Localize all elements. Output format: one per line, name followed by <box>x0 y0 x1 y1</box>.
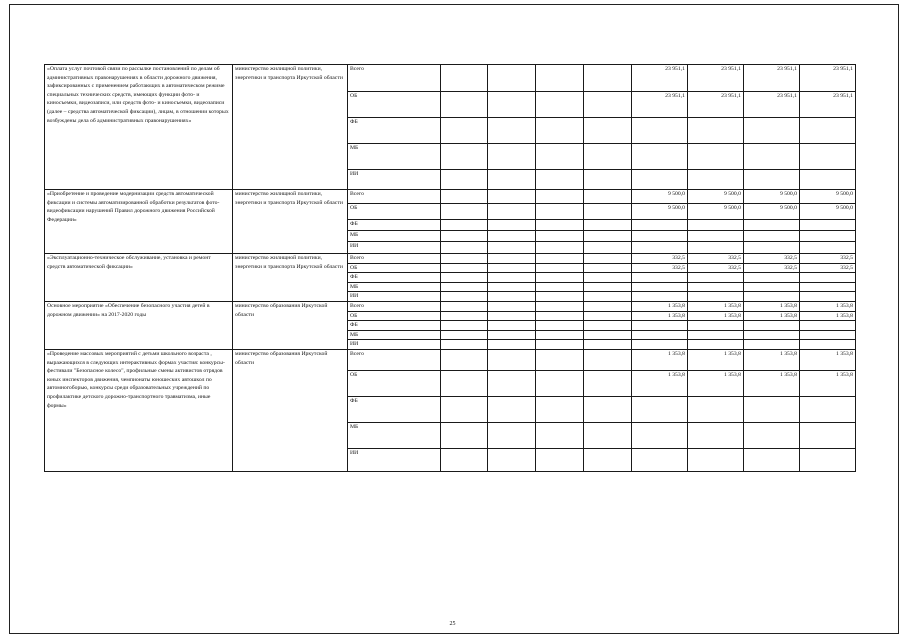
empty-cell <box>584 282 632 292</box>
funding-amount-cell: 23 951,1 <box>744 65 800 92</box>
empty-cell <box>632 330 688 340</box>
empty-cell <box>800 242 856 254</box>
empty-cell <box>584 370 632 396</box>
funding-source: ФБ <box>348 396 441 422</box>
empty-cell <box>632 396 688 422</box>
empty-cell <box>536 231 584 242</box>
empty-cell <box>536 301 584 311</box>
funding-amount-cell: 23 951,1 <box>632 65 688 92</box>
empty-cell <box>488 65 536 92</box>
empty-cell <box>488 321 536 331</box>
empty-cell <box>688 330 744 340</box>
empty-cell <box>441 292 488 302</box>
empty-cell <box>632 448 688 471</box>
funding-amount-cell: 1 353,8 <box>688 311 744 321</box>
empty-cell <box>584 242 632 254</box>
empty-cell <box>488 170 536 190</box>
funding-amount-cell: 23 951,1 <box>744 92 800 118</box>
empty-cell <box>584 301 632 311</box>
empty-cell <box>800 273 856 283</box>
empty-cell <box>800 118 856 144</box>
empty-cell <box>688 242 744 254</box>
empty-cell <box>441 231 488 242</box>
funding-amount-cell: 1 353,8 <box>800 311 856 321</box>
empty-cell <box>441 282 488 292</box>
table-row <box>45 349 856 370</box>
empty-cell <box>441 190 488 204</box>
empty-cell <box>632 340 688 350</box>
empty-cell <box>441 321 488 331</box>
empty-cell <box>441 340 488 350</box>
empty-cell <box>488 311 536 321</box>
funding-amount-cell: 1 353,8 <box>632 349 688 370</box>
funding-amount-cell: 9 500,0 <box>688 190 744 204</box>
empty-cell <box>536 254 584 264</box>
empty-cell <box>584 254 632 264</box>
funding-amount-cell: 9 500,0 <box>800 204 856 220</box>
empty-cell <box>536 311 584 321</box>
funding-source: ОБ <box>348 92 441 118</box>
empty-cell <box>441 370 488 396</box>
funding-amount-cell: 1 353,8 <box>688 301 744 311</box>
empty-cell <box>632 292 688 302</box>
empty-cell <box>441 220 488 231</box>
empty-cell <box>488 263 536 273</box>
empty-cell <box>441 170 488 190</box>
measure-description: «Приобретение и проведение модернизации средств автоматической фиксации и системы автоматизированной обработки результатов фото-видеофиксации нарушений Правил дорожного движения Российской Федерации» <box>45 190 233 254</box>
empty-cell <box>488 273 536 283</box>
empty-cell <box>584 422 632 448</box>
empty-cell <box>800 448 856 471</box>
empty-cell <box>584 190 632 204</box>
funding-source: ФБ <box>348 220 441 231</box>
funding-amount-cell: 9 500,0 <box>744 190 800 204</box>
empty-cell <box>688 282 744 292</box>
empty-cell <box>488 349 536 370</box>
funding-amount-cell: 1 353,8 <box>632 311 688 321</box>
funding-source: ОБ <box>348 263 441 273</box>
empty-cell <box>584 273 632 283</box>
empty-cell <box>744 282 800 292</box>
empty-cell <box>584 448 632 471</box>
empty-cell <box>441 349 488 370</box>
funding-source: ОБ <box>348 311 441 321</box>
empty-cell <box>584 311 632 321</box>
table-row <box>45 301 856 311</box>
funding-amount-cell: 23 951,1 <box>632 92 688 118</box>
empty-cell <box>744 396 800 422</box>
funding-source: МБ <box>348 144 441 170</box>
empty-cell <box>800 144 856 170</box>
empty-cell <box>688 220 744 231</box>
empty-cell <box>632 231 688 242</box>
funding-amount-cell: 1 353,8 <box>632 301 688 311</box>
funding-amount-cell: 23 951,1 <box>688 92 744 118</box>
funding-amount-cell: 9 500,0 <box>800 190 856 204</box>
funding-source: Всего <box>348 301 441 311</box>
funding-amount-cell: 9 500,0 <box>744 204 800 220</box>
empty-cell <box>744 231 800 242</box>
empty-cell <box>536 370 584 396</box>
empty-cell <box>441 301 488 311</box>
empty-cell <box>584 263 632 273</box>
empty-cell <box>800 340 856 350</box>
empty-cell <box>441 448 488 471</box>
empty-cell <box>632 220 688 231</box>
empty-cell <box>632 118 688 144</box>
empty-cell <box>744 292 800 302</box>
funding-amount-cell: 1 353,8 <box>688 349 744 370</box>
funding-amount-cell: 1 353,8 <box>744 311 800 321</box>
funding-amount-cell: 9 500,0 <box>688 204 744 220</box>
funding-source: МБ <box>348 282 441 292</box>
empty-cell <box>744 340 800 350</box>
empty-cell <box>441 242 488 254</box>
funding-amount-cell: 9 500,0 <box>632 190 688 204</box>
budget-table <box>44 64 856 472</box>
empty-cell <box>441 422 488 448</box>
funding-source: Всего <box>348 349 441 370</box>
empty-cell <box>800 170 856 190</box>
empty-cell <box>441 396 488 422</box>
empty-cell <box>584 321 632 331</box>
funding-source: ОБ <box>348 204 441 220</box>
empty-cell <box>688 231 744 242</box>
empty-cell <box>488 190 536 204</box>
funding-source: МБ <box>348 330 441 340</box>
empty-cell <box>744 273 800 283</box>
empty-cell <box>632 282 688 292</box>
empty-cell <box>800 330 856 340</box>
empty-cell <box>488 254 536 264</box>
empty-cell <box>584 65 632 92</box>
funding-amount-cell: 23 951,1 <box>800 92 856 118</box>
funding-amount-cell: 23 951,1 <box>800 65 856 92</box>
responsible-executor: министерство жилищной политики, энергетики и транспорта Иркутской области <box>233 254 348 302</box>
empty-cell <box>536 204 584 220</box>
empty-cell <box>441 204 488 220</box>
empty-cell <box>744 448 800 471</box>
empty-cell <box>584 231 632 242</box>
funding-amount-cell: 1 353,8 <box>800 370 856 396</box>
funding-source: ИИ <box>348 292 441 302</box>
funding-source: ФБ <box>348 118 441 144</box>
empty-cell <box>688 292 744 302</box>
empty-cell <box>800 292 856 302</box>
empty-cell <box>584 396 632 422</box>
empty-cell <box>632 273 688 283</box>
funding-amount-cell: 1 353,8 <box>744 349 800 370</box>
empty-cell <box>536 292 584 302</box>
empty-cell <box>536 118 584 144</box>
funding-amount-cell: 332,5 <box>688 254 744 264</box>
empty-cell <box>441 273 488 283</box>
empty-cell <box>536 340 584 350</box>
empty-cell <box>744 422 800 448</box>
funding-source: ФБ <box>348 321 441 331</box>
empty-cell <box>584 170 632 190</box>
empty-cell <box>488 118 536 144</box>
empty-cell <box>441 254 488 264</box>
table-row <box>45 254 856 264</box>
empty-cell <box>536 273 584 283</box>
empty-cell <box>584 204 632 220</box>
empty-cell <box>744 330 800 340</box>
empty-cell <box>688 144 744 170</box>
responsible-executor: министерство образования Иркутской области <box>233 301 348 349</box>
empty-cell <box>688 170 744 190</box>
empty-cell <box>536 92 584 118</box>
table-row <box>45 65 856 92</box>
empty-cell <box>688 422 744 448</box>
funding-source: Всего <box>348 254 441 264</box>
funding-amount-cell: 332,5 <box>688 263 744 273</box>
funding-source: Всего <box>348 190 441 204</box>
empty-cell <box>441 263 488 273</box>
measure-description: Основное мероприятие «Обеспечение безопасного участия детей в дорожном движении» на 2017-2020 годы <box>45 301 233 349</box>
empty-cell <box>632 422 688 448</box>
empty-cell <box>488 144 536 170</box>
responsible-executor: министерство жилищной политики, энергетики и транспорта Иркутской области <box>233 65 348 190</box>
empty-cell <box>441 144 488 170</box>
funding-source: Всего <box>348 65 441 92</box>
empty-cell <box>744 118 800 144</box>
empty-cell <box>584 292 632 302</box>
empty-cell <box>441 92 488 118</box>
funding-source: МБ <box>348 422 441 448</box>
empty-cell <box>744 242 800 254</box>
empty-cell <box>488 370 536 396</box>
empty-cell <box>688 340 744 350</box>
table-row <box>45 190 856 204</box>
empty-cell <box>488 242 536 254</box>
empty-cell <box>536 144 584 170</box>
funding-source: ОБ <box>348 370 441 396</box>
funding-source: МБ <box>348 231 441 242</box>
empty-cell <box>800 220 856 231</box>
empty-cell <box>688 396 744 422</box>
empty-cell <box>488 204 536 220</box>
funding-amount-cell: 23 951,1 <box>688 65 744 92</box>
empty-cell <box>536 282 584 292</box>
empty-cell <box>744 321 800 331</box>
empty-cell <box>800 422 856 448</box>
empty-cell <box>536 396 584 422</box>
empty-cell <box>441 311 488 321</box>
measure-description: «Оплата услуг почтовой связи по рассылке постановлений по делам об административных правонарушениях в области дорожного движения, зафиксированных с применением работающих в автоматическом режиме специальных технических средств, имеющих функции фото- и киносъемки, видеозаписи, или средств фото- и киносъемки, видеозаписи (далее – средства автоматической фиксации), лицам, в отношении которых возбуждены дела об административных правонарушениях» <box>45 65 233 190</box>
empty-cell <box>488 220 536 231</box>
empty-cell <box>536 422 584 448</box>
empty-cell <box>688 321 744 331</box>
empty-cell <box>536 65 584 92</box>
empty-cell <box>536 190 584 204</box>
empty-cell <box>536 242 584 254</box>
empty-cell <box>584 330 632 340</box>
empty-cell <box>632 144 688 170</box>
empty-cell <box>800 321 856 331</box>
empty-cell <box>584 349 632 370</box>
empty-cell <box>744 220 800 231</box>
empty-cell <box>536 448 584 471</box>
empty-cell <box>536 220 584 231</box>
funding-amount-cell: 1 353,8 <box>632 370 688 396</box>
empty-cell <box>536 349 584 370</box>
funding-amount-cell: 332,5 <box>800 263 856 273</box>
funding-amount-cell: 332,5 <box>744 263 800 273</box>
funding-amount-cell: 1 353,8 <box>800 301 856 311</box>
empty-cell <box>488 92 536 118</box>
page-number: 25 <box>449 621 456 627</box>
funding-source: ИИ <box>348 242 441 254</box>
empty-cell <box>536 263 584 273</box>
empty-cell <box>536 170 584 190</box>
funding-source: ИИ <box>348 170 441 190</box>
empty-cell <box>632 170 688 190</box>
funding-amount-cell: 332,5 <box>632 263 688 273</box>
empty-cell <box>584 118 632 144</box>
empty-cell <box>441 65 488 92</box>
empty-cell <box>584 220 632 231</box>
funding-amount-cell: 1 353,8 <box>688 370 744 396</box>
empty-cell <box>744 144 800 170</box>
empty-cell <box>632 242 688 254</box>
empty-cell <box>584 340 632 350</box>
empty-cell <box>688 118 744 144</box>
empty-cell <box>488 292 536 302</box>
empty-cell <box>800 231 856 242</box>
empty-cell <box>488 282 536 292</box>
funding-amount-cell: 9 500,0 <box>632 204 688 220</box>
measure-description: «Проведение массовых мероприятий с детьми школьного возраста , выражающихся в следующих интерактивных формах участия: конкурсы-фестивали "Безопасное колесо", профильные смены активистов отрядов юных инспекторов движения, чемпионаты юношеских автошкол по автомногоборью, конкурсы среди образовательных учреждений по профилактике детского дорожно-транспортного травматизма, иные формы» <box>45 349 233 471</box>
empty-cell <box>800 282 856 292</box>
empty-cell <box>488 330 536 340</box>
empty-cell <box>488 301 536 311</box>
funding-amount-cell: 332,5 <box>632 254 688 264</box>
funding-amount-cell: 1 353,8 <box>744 301 800 311</box>
empty-cell <box>488 231 536 242</box>
funding-amount-cell: 1 353,8 <box>744 370 800 396</box>
empty-cell <box>632 321 688 331</box>
empty-cell <box>488 448 536 471</box>
funding-source: ФБ <box>348 273 441 283</box>
funding-amount-cell: 332,5 <box>744 254 800 264</box>
empty-cell <box>488 422 536 448</box>
empty-cell <box>441 118 488 144</box>
funding-source: ИИ <box>348 340 441 350</box>
empty-cell <box>536 330 584 340</box>
empty-cell <box>688 448 744 471</box>
empty-cell <box>441 330 488 340</box>
measure-description: «Эксплуатационно-техническое обслуживание, установка и ремонт средств автоматической фиксации» <box>45 254 233 302</box>
empty-cell <box>800 396 856 422</box>
empty-cell <box>488 396 536 422</box>
empty-cell <box>584 92 632 118</box>
empty-cell <box>584 144 632 170</box>
responsible-executor: министерство образования Иркутской области <box>233 349 348 471</box>
responsible-executor: министерство жилищной политики, энергетики и транспорта Иркутской области <box>233 190 348 254</box>
empty-cell <box>488 340 536 350</box>
empty-cell <box>744 170 800 190</box>
empty-cell <box>688 273 744 283</box>
funding-source: ИИ <box>348 448 441 471</box>
funding-amount-cell: 332,5 <box>800 254 856 264</box>
funding-amount-cell: 1 353,8 <box>800 349 856 370</box>
empty-cell <box>536 321 584 331</box>
